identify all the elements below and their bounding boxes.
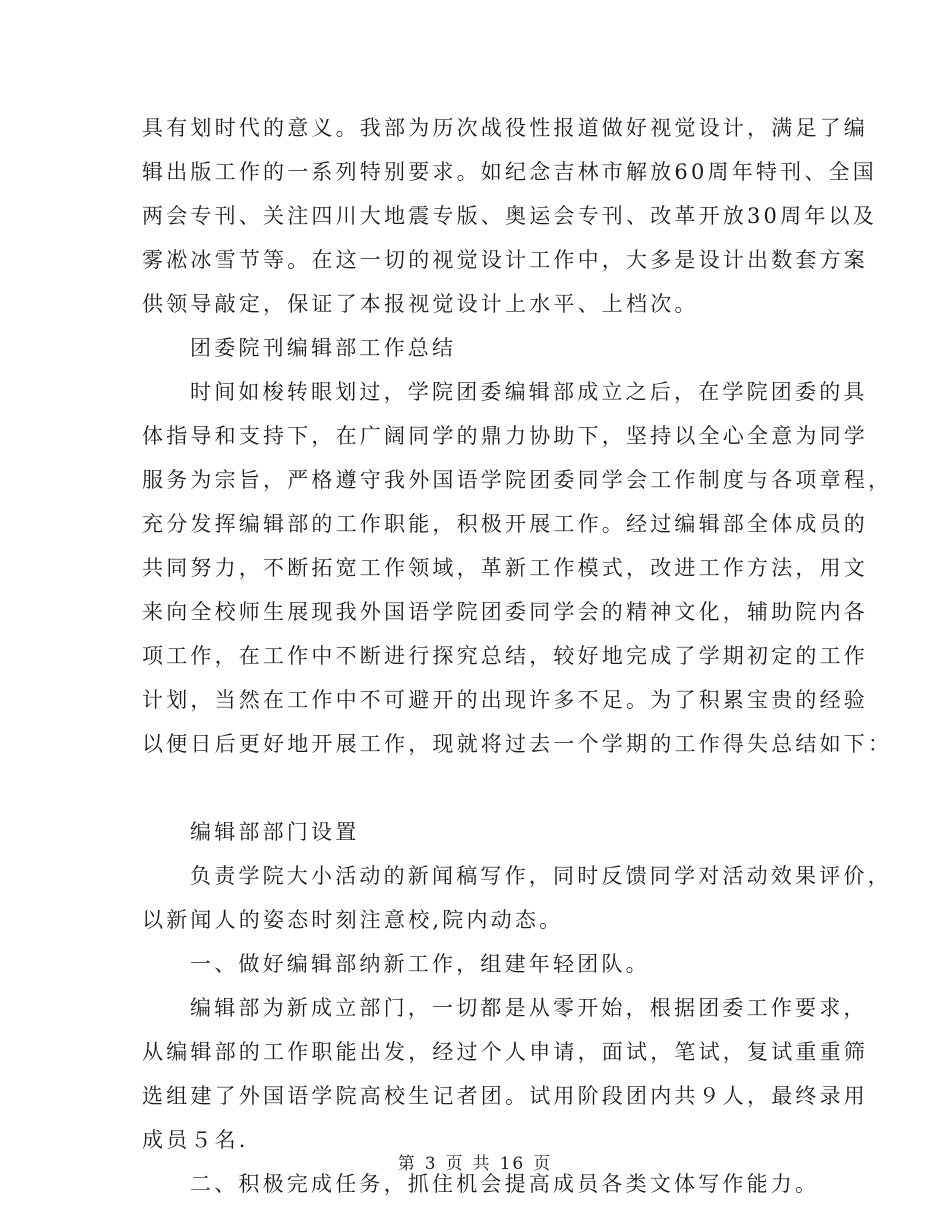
section-heading: 团委院刊编辑部工作总结: [190, 336, 457, 360]
footer-label: 页: [445, 1154, 465, 1174]
paragraph-line: 以便日后更好地开展工作，现就将过去一个学期的工作得失总结如下：: [142, 732, 893, 756]
current-page-number: 3: [424, 1154, 438, 1174]
paragraph-line: 负责学院大小活动的新闻稿写作，同时反馈同学对活动效果评价，: [190, 864, 892, 888]
paragraph-line: 从编辑部的工作职能出发，经过个人申请，面试，笔试，复试重重筛: [142, 1040, 868, 1064]
total-page-count: 16: [499, 1154, 526, 1174]
page-footer: [0, 1153, 950, 1175]
paragraph-line: 体指导和支持下，在广阔同学的鼎力协助下，坚持以全心全意为同学: [142, 424, 868, 448]
footer-label: 第: [397, 1154, 417, 1174]
paragraph-line: 编辑部为新成立部门，一切都是从零开始，根据团委工作要求，: [190, 996, 868, 1020]
section-heading: 编辑部部门设置: [190, 820, 360, 844]
section-heading: 二、积极完成任务，抓住机会提高成员各类文体写作能力。: [190, 1172, 820, 1196]
paragraph-line: 选组建了外国语学院高校生记者团。试用阶段团内共９人，最终录用: [142, 1084, 868, 1108]
paragraph-line: 以新闻人的姿态时刻注意校,院内动态。: [142, 908, 564, 932]
footer-label: 共: [472, 1154, 492, 1174]
paragraph-line: 辑出版工作的一系列特别要求。如纪念吉林市解放60周年特刊、全国: [142, 160, 877, 184]
section-heading: 一、做好编辑部纳新工作，组建年轻团队。: [190, 952, 650, 976]
paragraph-line: 共同努力，不断拓宽工作领域，革新工作模式，改进工作方法，用文: [142, 556, 868, 580]
paragraph-line: 具有划时代的意义。我部为历次战役性报道做好视觉设计，满足了编: [142, 116, 868, 140]
footer-label: 页: [533, 1154, 553, 1174]
paragraph-line: 充分发挥编辑部的工作职能，积极开展工作。经过编辑部全体成员的: [142, 512, 868, 536]
paragraph-line: 两会专刊、关注四川大地震专版、奥运会专刊、改革开放30周年以及: [142, 204, 877, 228]
paragraph-line: 来向全校师生展现我外国语学院团委同学会的精神文化，辅助院内各: [142, 600, 868, 624]
paragraph-line: 供领导敲定，保证了本报视觉设计上水平、上档次。: [142, 292, 699, 316]
paragraph-line: 时间如梭转眼划过，学院团委编辑部成立之后，在学院团委的具: [190, 380, 868, 404]
paragraph-line: 成员５名.: [142, 1128, 249, 1152]
paragraph-line: 服务为宗旨，严格遵守我外国语学院团委同学会工作制度与各项章程，: [142, 468, 893, 492]
paragraph-line: 项工作，在工作中不断进行探究总结，较好地完成了学期初定的工作: [142, 644, 868, 668]
paragraph-line: 计划，当然在工作中不可避开的出现许多不足。为了积累宝贵的经验: [142, 688, 868, 712]
paragraph-line: 雾凇冰雪节等。在这一切的视觉设计工作中，大多是设计出数套方案: [142, 248, 868, 272]
